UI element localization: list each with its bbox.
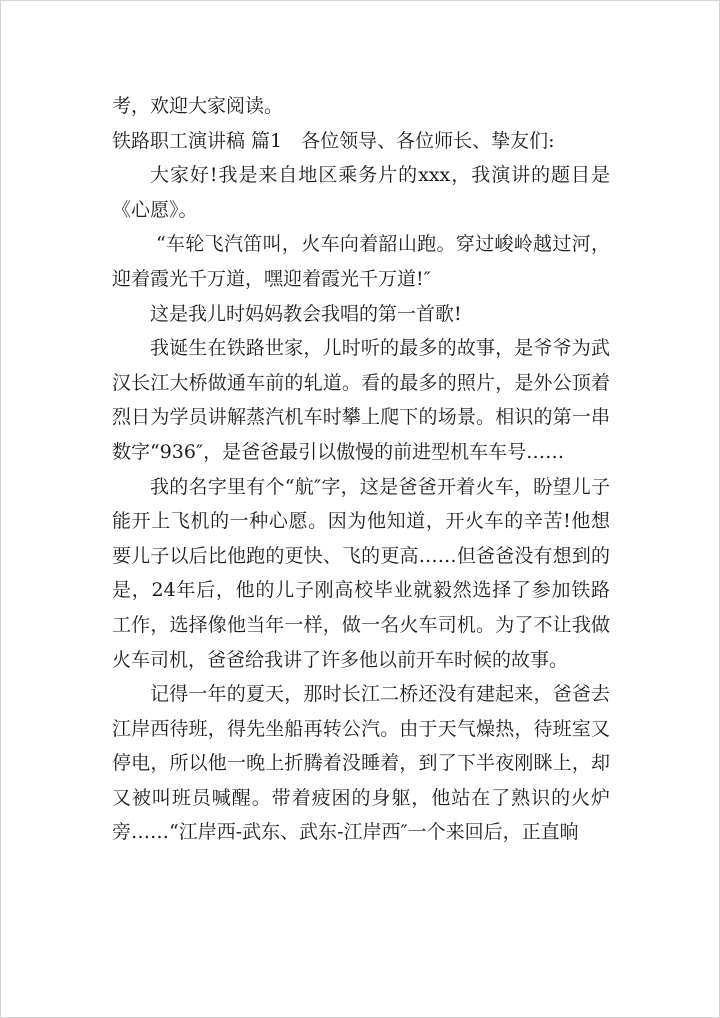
document-body <box>112 89 610 850</box>
paragraph-railway-family: 我诞生在铁路世家，儿时听的最多的故事，是爷爷为武汉长江大桥做通车前的轧道。看的最多的照片，是外公顶着烈日为学员讲解蒸汽机车时攀上爬下的场景。相识的第一串数字“936″，是爸爸最引以傲慢的前进型机车车号…… <box>112 337 610 463</box>
paragraph-song-lyrics: “车轮飞汽笛叫，火车向着韶山跑。穿过峻岭越过河，迎着霞光千万道，嘿迎着霞光千万道!″ <box>112 233 610 290</box>
paragraph-summer-memory: 记得一年的夏天，那时长江二桥还没有建起来，爸爸去江岸西待班，得先坐船再转公汽。由于天气燥热，待班室又停电，所以他一晚上折腾着没睡着，到了下半夜刚眯上，却又被叫班员喊醒。带着疲困的身躯，他站在了熟识的火炉旁……“江岸西-武东、武东-江岸西″一个来回后，正直晌 <box>112 683 610 844</box>
paragraph-first-song: 这是我儿时妈妈教会我唱的第一首歌! <box>150 302 462 325</box>
paragraph-continuation: 考，欢迎大家阅读。 <box>112 95 284 117</box>
paragraph-greeting: 大家好!我是来自地区乘务片的xxx，我演讲的题目是《心愿》。 <box>112 164 610 221</box>
speech-title-line: 铁路职工演讲稿 篇1 各位领导、各位师长、挚友们: <box>112 129 555 152</box>
paragraph-name-meaning: 我的名字里有个“航″字，这是爸爸开着火车，盼望儿子能开上飞机的一种心愿。因为他知道，开火车的辛苦!他想要儿子以后比他跑的更快、飞的更高……但爸爸没有想到的是，24年后，他的儿子刚高校毕业就毅然选择了参加铁路工作，选择像他当年一样，做一名火车司机。为了不让我做火车司机，爸爸给我讲了许多他以前开车时候的故事。 <box>112 475 610 671</box>
